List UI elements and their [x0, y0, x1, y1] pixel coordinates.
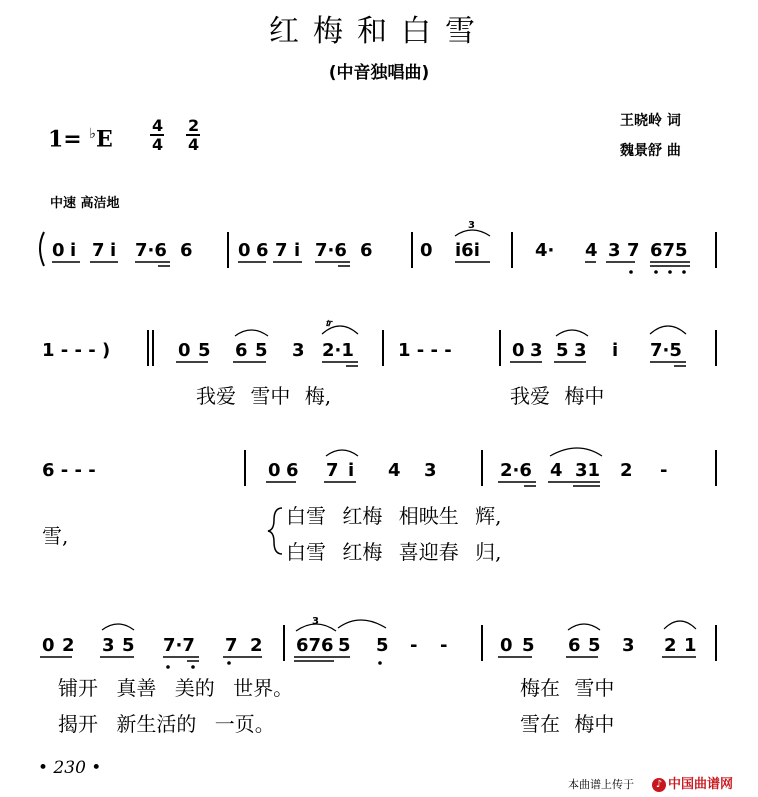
lyric-line-3b: 白雪 红梅 相映生 辉,	[286, 504, 502, 528]
svg-text:2: 2	[664, 635, 677, 656]
score-line-1	[40, 220, 716, 274]
svg-text:7: 7	[275, 240, 288, 261]
svg-text:4: 4	[152, 116, 164, 135]
svg-text:4: 4	[388, 460, 401, 481]
svg-text:5: 5	[522, 635, 535, 656]
svg-text:6: 6	[286, 460, 299, 481]
svg-text:2: 2	[188, 116, 200, 135]
svg-text:4: 4	[550, 460, 563, 481]
svg-text:675: 675	[650, 240, 688, 261]
svg-text:31: 31	[575, 460, 601, 481]
lyric-line-4d: 雪在 梅中	[520, 712, 615, 736]
score-line-2	[42, 316, 716, 366]
svg-text:-: -	[660, 460, 668, 481]
svg-text:2: 2	[620, 460, 633, 481]
svg-text:7·5: 7·5	[650, 340, 682, 361]
lyric-line-4a: 铺开 真善 美的 世界。	[58, 676, 294, 700]
svg-text:3: 3	[608, 240, 621, 261]
lyric-line-3c: 白雪 红梅 喜迎春 归,	[286, 540, 502, 564]
svg-text:1 - - -: 1 - - -	[398, 340, 452, 361]
page-number: • 230 •	[38, 758, 102, 778]
svg-text:0: 0	[500, 635, 513, 656]
svg-text:0: 0	[238, 240, 251, 261]
svg-text:𝆖: 𝆖	[326, 316, 333, 329]
tempo-marking: 中速 高洁地	[50, 196, 120, 211]
svg-text:4·: 4·	[535, 240, 555, 261]
svg-text:3: 3	[424, 460, 437, 481]
svg-text:6: 6	[180, 240, 193, 261]
svg-text:0: 0	[268, 460, 281, 481]
site-name: 中国曲谱网	[668, 777, 734, 792]
time-signature-4-4	[150, 116, 164, 154]
svg-text:7·7: 7·7	[163, 635, 195, 656]
svg-text:676: 676	[296, 635, 334, 656]
svg-text:i: i	[294, 240, 301, 261]
svg-text:2·6: 2·6	[500, 460, 532, 481]
svg-text:5: 5	[255, 340, 268, 361]
svg-text:3: 3	[312, 616, 319, 627]
svg-text:0: 0	[42, 635, 55, 656]
svg-text:1: 1	[684, 635, 697, 656]
footer-uploaded-text: 本曲谱上传于	[568, 778, 634, 791]
lyric-line-2b: 我爱 梅中	[510, 384, 605, 408]
lyric-line-4b: 梅在 雪中	[520, 676, 615, 700]
svg-text:4: 4	[585, 240, 598, 261]
svg-text:3: 3	[622, 635, 635, 656]
svg-text:5: 5	[338, 635, 351, 656]
svg-text:7: 7	[92, 240, 105, 261]
svg-text:i: i	[110, 240, 117, 261]
composer-credit: 魏景舒 曲	[620, 143, 681, 159]
svg-text:5: 5	[588, 635, 601, 656]
svg-text:7: 7	[627, 240, 640, 261]
svg-text:5: 5	[376, 635, 389, 656]
svg-text:7·6: 7·6	[135, 240, 167, 261]
svg-text:7·6: 7·6	[315, 240, 347, 261]
svg-text:-: -	[410, 635, 418, 656]
svg-text:3: 3	[468, 220, 475, 231]
lyric-line-3a: 雪,	[42, 524, 69, 548]
flat-icon: ♭	[89, 126, 97, 142]
lyric-line-2a: 我爱 雪中 梅,	[196, 384, 332, 408]
svg-text:i: i	[348, 460, 355, 481]
svg-text:4: 4	[188, 135, 200, 154]
svg-text:2: 2	[62, 635, 75, 656]
svg-text:3: 3	[574, 340, 587, 361]
svg-text:5: 5	[122, 635, 135, 656]
svg-text:0: 0	[512, 340, 525, 361]
svg-text:i6i: i6i	[455, 240, 480, 261]
key-prefix: 1=	[48, 126, 82, 153]
song-subtitle: (中音独唱曲)	[328, 63, 430, 83]
svg-text:-: -	[440, 635, 448, 656]
svg-text:3: 3	[530, 340, 543, 361]
svg-text:i: i	[612, 340, 619, 361]
svg-text:2·1: 2·1	[322, 340, 354, 361]
svg-text:4: 4	[152, 135, 164, 154]
song-title: 红梅和白雪	[269, 14, 489, 49]
svg-text:2: 2	[250, 635, 263, 656]
svg-text:3: 3	[292, 340, 305, 361]
svg-text:3: 3	[102, 635, 115, 656]
lyricist-credit: 王晓岭 词	[620, 113, 681, 129]
svg-text:0: 0	[420, 240, 433, 261]
svg-text:7: 7	[225, 635, 238, 656]
time-signature-2-4	[186, 116, 200, 154]
svg-text:6: 6	[568, 635, 581, 656]
svg-text:6: 6	[256, 240, 269, 261]
svg-text:7: 7	[326, 460, 339, 481]
svg-text:6: 6	[235, 340, 248, 361]
svg-text:5: 5	[198, 340, 211, 361]
svg-text:5: 5	[556, 340, 569, 361]
site-logo-icon: ♪	[652, 778, 666, 792]
svg-text:6: 6	[360, 240, 373, 261]
svg-text:0: 0	[178, 340, 191, 361]
site-logo[interactable]	[652, 773, 733, 792]
lyric-line-4c: 揭开 新生活的 一页。	[58, 712, 275, 736]
svg-text:6 - - -: 6 - - -	[42, 460, 96, 481]
score-line-4	[40, 616, 716, 669]
svg-text:1 - - - ): 1 - - - )	[42, 340, 111, 361]
svg-text:i: i	[70, 240, 77, 261]
svg-text:0: 0	[52, 240, 65, 261]
key-note: E	[96, 126, 113, 153]
